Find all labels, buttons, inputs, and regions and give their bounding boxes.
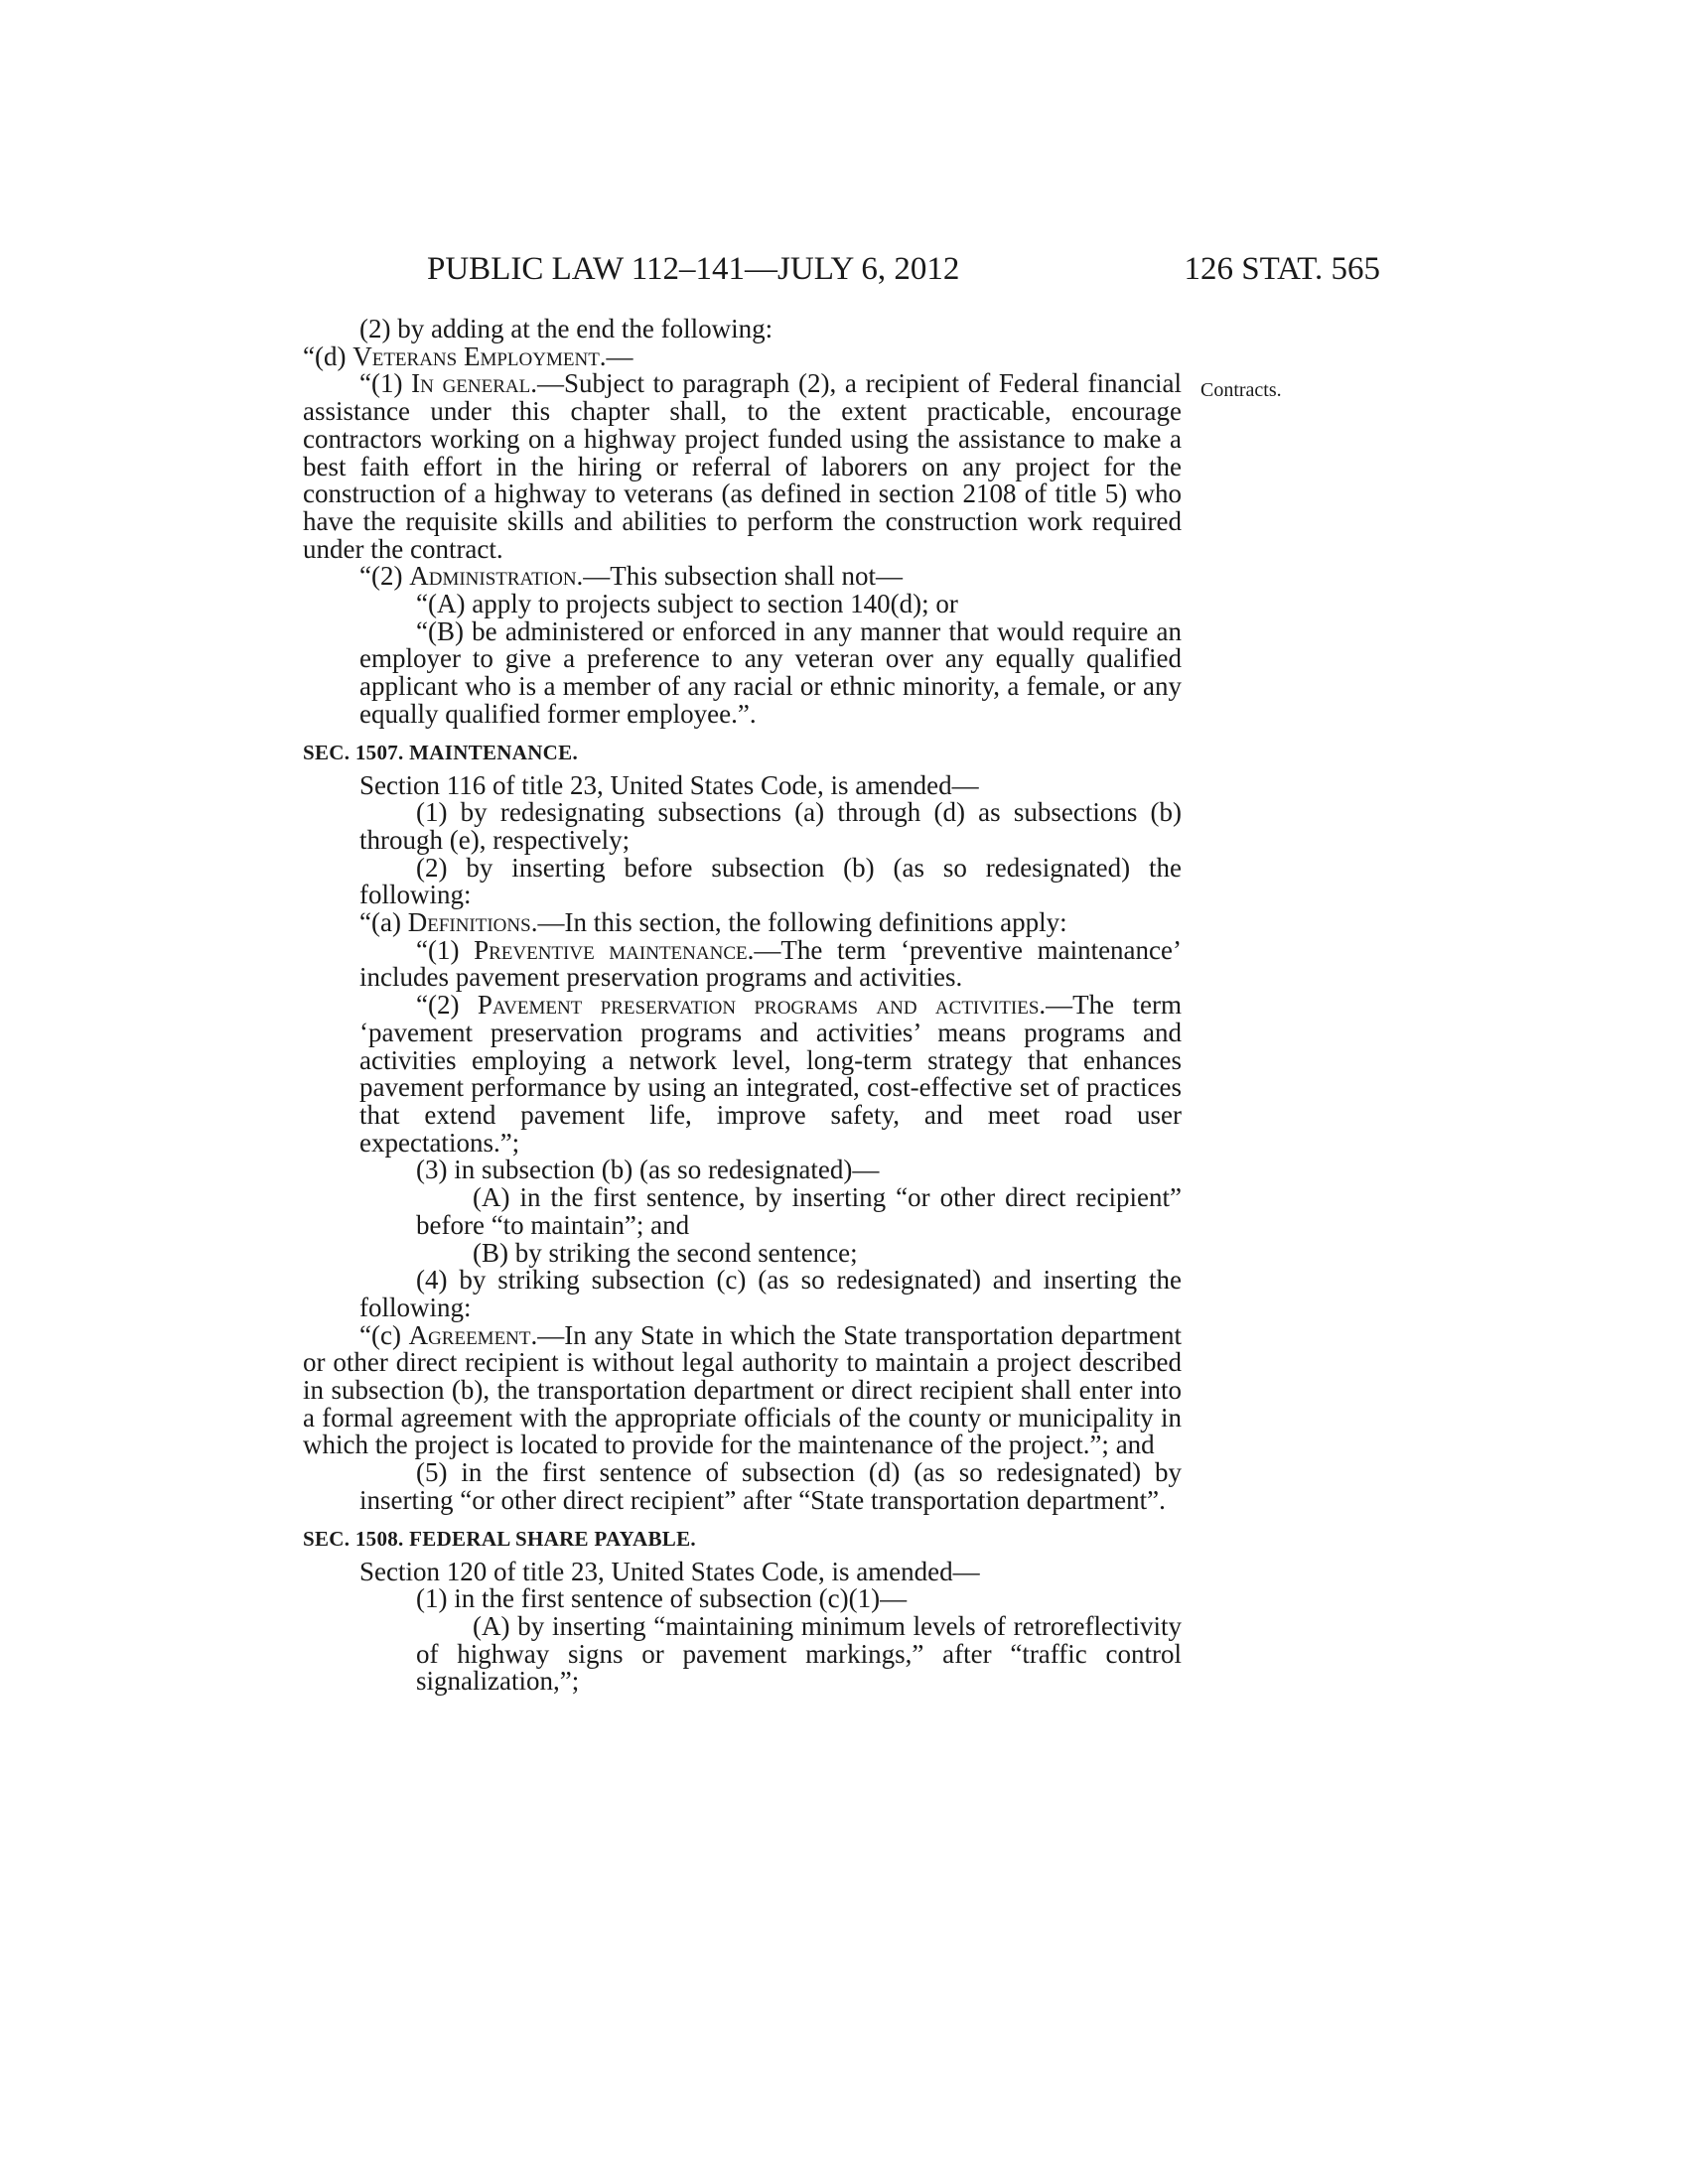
paragraph (303, 1184, 1182, 1239)
paragraph-text: .—In this section, the following definitions apply: (530, 907, 1067, 938)
paragraph-text: “(B) be administered or enforced in any manner that would require an employer to give a preference to any veteran over any equally qualified applicant who is a member of any racial or ethnic minority, a female, or any equally qualified former employee.”. (359, 615, 1182, 729)
paragraph-text: (2) by inserting before subsection (b) (as so redesignated) the following: (359, 852, 1182, 910)
margin-note: Contracts. (1200, 379, 1282, 401)
paragraph-heading: Administration (409, 561, 577, 592)
paragraph-text: .— (599, 341, 633, 371)
paragraph-text: .—Subject to paragraph (2), a recipient of Federal financial assistance under this chapter shall, to the extent practicable, encourage contractors working on a highway project funded using the assistance to make a best faith effort in the hiring or referral of laborers on any project for the construction of a highway to veterans (as defined in section 2108 of title 5) who have the requisite skills and abilities to perform the construction work required under the contract. (303, 368, 1182, 564)
section-heading (303, 1525, 1182, 1553)
paragraph (303, 1556, 1182, 1586)
paragraph (303, 852, 1182, 910)
paragraph-text: .—The term ‘preventive maintenance’ includes pavement preservation programs and activities. (359, 934, 1182, 993)
paragraph-text: Section 120 of title 23, United States Code, is amended— (359, 1556, 980, 1586)
paragraph-text: SEC. 1508. FEDERAL SHARE PAYABLE. (303, 1526, 696, 1551)
paragraph-text: (1) in the first sentence of subsection (c)(1)— (416, 1583, 908, 1614)
paragraph-heading: Agreement (408, 1319, 531, 1350)
paragraph (303, 1585, 1182, 1613)
section-heading (303, 739, 1182, 766)
paragraph-prefix: “(c) (359, 1319, 409, 1350)
paragraph (303, 934, 1182, 993)
paragraph (303, 316, 1182, 343)
paragraph (303, 1459, 1182, 1514)
paragraph-text: (4) by striking subsection (c) (as so redesignated) and inserting the following: (359, 1265, 1182, 1322)
paragraph-text: .—The term ‘pavement preservation programs and activities’ means programs and activities employing a network level, long-term strategy that enhances pavement performance by using an integrated, cost-effective set of practices that extend pavement life, improve safety, and meet road user expectations.”; (359, 990, 1182, 1158)
paragraph (303, 992, 1182, 1157)
paragraph-text: SEC. 1507. MAINTENANCE. (303, 740, 579, 764)
paragraph (303, 799, 1182, 854)
paragraph-text: (A) in the first sentence, by inserting “or other direct recipient” before “to maintain”; and (416, 1182, 1182, 1240)
paragraph (303, 1610, 1182, 1697)
paragraph-heading: Definitions (407, 907, 531, 938)
paragraph (303, 343, 1182, 371)
paragraph-prefix: “(1) (359, 368, 412, 399)
paragraph-text: (A) by inserting “maintaining minimum levels of retroreflectivity of highway signs or pavement markings,” after “traffic control signalization,”; (416, 1610, 1182, 1697)
paragraph-prefix: “(1) (416, 934, 475, 965)
paragraph-heading: Preventive maintenance (474, 934, 748, 965)
page-header (298, 246, 1380, 292)
statute-reference: 126 STAT. 565 (1184, 251, 1380, 287)
paragraph (303, 769, 1182, 800)
paragraph (303, 909, 1182, 937)
law-title: PUBLIC LAW 112–141—JULY 6, 2012 (427, 251, 960, 287)
paragraph-heading: In general (411, 368, 531, 399)
paragraph-heading: Veterans Employment (352, 341, 600, 371)
paragraph-prefix: “(2) (416, 990, 478, 1021)
paragraph (303, 1157, 1182, 1184)
paragraph-text: (3) in subsection (b) (as so redesignated)— (416, 1155, 880, 1185)
paragraph-text: .—This subsection shall not— (576, 561, 904, 592)
paragraph-text: (1) by redesignating subsections (a) through (d) as subsections (b) through (e), respectively; (359, 797, 1182, 855)
paragraph-text: (5) in the first sentence of subsection (d) (as so redesignated) by inserting “or other direct recipient” after “State transportation department”. (359, 1457, 1182, 1515)
paragraph (303, 563, 1182, 591)
paragraph (303, 370, 1182, 563)
paragraph-text: (B) by striking the second sentence; (473, 1237, 858, 1268)
paragraph (303, 1267, 1182, 1321)
paragraph (303, 615, 1182, 729)
paragraph-text: Section 116 of title 23, United States Code, is amended— (359, 769, 979, 800)
paragraph-heading: Pavement preservation programs and activities (477, 990, 1040, 1021)
paragraph (303, 1237, 1182, 1268)
paragraph-prefix: “(a) (359, 907, 408, 938)
paragraph-text: .—In any State in which the State transportation department or other direct recipient is without legal authority to maintain a project described in subsection (b), the transportation department or direct recipient shall enter into a formal agreement with the appropriate officials of the county or municipality in which the project is located to provide for the maintenance of the project.”; and (303, 1319, 1182, 1460)
paragraph-prefix: “(2) (359, 561, 410, 592)
paragraph (303, 591, 1182, 618)
document-body (303, 316, 1182, 1696)
paragraph-text: (2) by adding at the end the following: (359, 314, 774, 343)
paragraph (303, 1319, 1182, 1460)
paragraph-text: “(A) apply to projects subject to section 140(d); or (416, 589, 958, 619)
paragraph-prefix: “(d) (303, 341, 353, 371)
